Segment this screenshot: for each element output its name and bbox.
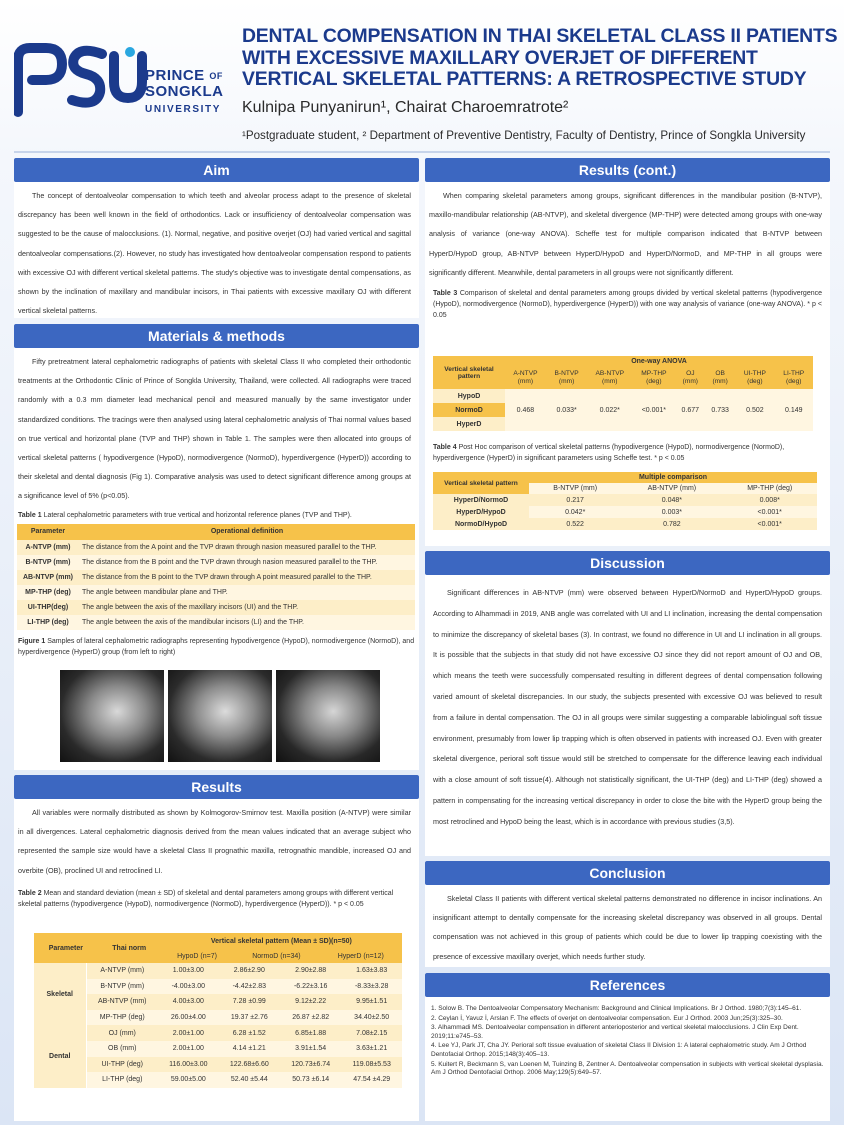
table1-def: The distance from the B point to the TVP drawn through A point measured parallel to the THP. xyxy=(82,573,372,581)
radiograph-hypod xyxy=(60,670,164,762)
table2-param: OJ (mm) xyxy=(108,1029,136,1037)
table2-hyper-header: HyperD (n=12) xyxy=(337,952,384,960)
table3-label: Table 3 xyxy=(433,290,458,298)
table2-cell: 47.54 ±4.29 xyxy=(353,1076,391,1084)
table3-value: 0.502 xyxy=(735,389,774,431)
table1 xyxy=(17,524,415,630)
table3-grid xyxy=(433,356,813,431)
table2-caption: Mean and standard deviation (mean ± SD) of skeletal and dental parameters among groups with different vertical skeletal patterns (hypodivergence (HypoD), normodivergence (NormoD), hyperdivergence (HyperD)). * p < 0.05 xyxy=(18,889,394,908)
table4-col-header: AB-NTVP (mm) xyxy=(647,485,697,492)
table2-cell: -4.00±3.00 xyxy=(171,982,206,990)
table3-group: NormoD xyxy=(433,403,505,417)
authors: Kulnipa Punyanirun¹, Chairat Charoemratrote² xyxy=(242,99,569,116)
table1-header: Parameter xyxy=(30,528,66,536)
table3-value: <0.001* xyxy=(632,389,675,431)
table2-cell: 3.91±1.54 xyxy=(295,1045,327,1053)
table2-cell: 119.08±5.53 xyxy=(352,1060,391,1068)
table2-group-label: Skeletal xyxy=(34,963,86,1025)
table4-col-header: B-NTVP (mm) xyxy=(553,485,598,492)
table2-cell: 26.87 ±2.82 xyxy=(292,1014,330,1022)
table2-group-header: Vertical skeletal pattern (Mean ± SD)(n=50) xyxy=(210,937,352,945)
conclusion-panel xyxy=(425,861,830,967)
results-panel xyxy=(14,775,419,1121)
table2-cell: 1.00±3.00 xyxy=(172,967,204,975)
methods-panel xyxy=(14,324,419,770)
table2-cell: 2.90±2.88 xyxy=(295,967,327,975)
table4-pattern-header: Vertical skeletal pattern xyxy=(444,479,518,487)
table3 xyxy=(433,356,813,431)
table3-value: 0.733 xyxy=(705,389,735,431)
figure1-images xyxy=(60,670,380,762)
table3-col-header: OB (mm) xyxy=(712,370,728,385)
table1-param: LI-THP (deg) xyxy=(27,618,69,626)
table2-param: UI-THP (deg) xyxy=(101,1060,143,1068)
table2-param: MP-THP (deg) xyxy=(99,1014,145,1022)
table3-value: 0.022* xyxy=(587,389,632,431)
reference-item: 3. Alhammadi MS. Dentoalveolar compensation in different anterioposterior and vertical skeletal malocclusions. J Clin Exp Dent. 2019;11:e745–53. xyxy=(431,1024,799,1040)
table2-cell: 4.00±3.00 xyxy=(172,998,204,1006)
table2 xyxy=(34,933,402,963)
table4-row-label: HyperD/HypoD xyxy=(433,506,529,518)
table3-col-header: AB-NTVP (mm) xyxy=(595,370,625,385)
table2-parameter-header: Parameter xyxy=(48,944,83,952)
table2-cell: 122.68±6.60 xyxy=(229,1060,269,1068)
table2-param: LI-THP (deg) xyxy=(102,1076,143,1084)
table2-normo-header: NormoD (n=34) xyxy=(252,952,301,960)
aim-panel xyxy=(14,158,419,318)
table1-def: The angle between the axis of the maxillary incisors (UI) and the THP. xyxy=(82,603,299,611)
table4 xyxy=(433,472,817,530)
table2-param: A-NTVP (mm) xyxy=(100,967,145,975)
table4-label: Table 4 xyxy=(433,444,457,451)
header-divider xyxy=(14,151,830,153)
radiograph-hyperd xyxy=(276,670,380,762)
table2-cell: 26.00±4.00 xyxy=(170,1014,206,1022)
table2-cell: 19.37 ±2.76 xyxy=(230,1014,268,1022)
table3-group: HypoD xyxy=(433,389,505,403)
discussion-text: Significant differences in AB-NTVP (mm) were observed between HyperD/NormoD and HyperD/HypoD groups. According to Alhammadi in 2019, ANB angle was correlated with UI and LI inclination, increasing the dental compensation to minimize the discrepancy of skeletal bases (3). In contrast, we found no difference in UI and LI inclination in all groups. It is possible that the subjects in that study did not have excessive OJ since they did not report amount of OJ and OB, which means the teeth were successfully compensated resulting in different degrees of dental compensation following varied amount of skeletal discrepancies. In our study, the subjects presented with excessive OJ was believed to result from a failure in dental compensation. The OJ in all groups were similar suggesting a comparable labiolingual soft tissue environment, presumably from lower lip trapping which is often observed in patients with increased OJ. Even with greater skeletal divergence, perioral soft tissue would still be stretched to compensate for the difference leaving each individual with a close amount of soft tissue(4). Although not statistically significant, the UI-THP (deg) and LI-THP (deg) showed a pattern in compensating for the increasing vertical discrepancy in order to close the bite with the HyperD group being the most retroclined and HypoD being the least, which is in accordance with previous studies (3,5). xyxy=(433,588,822,826)
results-cont-text: When comparing skeletal parameters among groups, significant differences in the mandibular position (B-NTVP), maxillo-mandibular relationship (AB-NTVP), and skeletal divergence (MP-THP) were detected among groups with one-way analysis of variance (one-way ANOVA). Scheffe test for multiple comparison indicated that B-NTVP between HyperD/HypoD group, AB-NTVP between HyperD/HypoD and HyperD/NormoD, and MP-THP in all groups were significantly different. Meanwhile, dental parameters in all groups were not significantly different. xyxy=(429,191,822,277)
table4-value: 0.008* xyxy=(759,496,780,504)
table4-value: <0.001* xyxy=(757,520,782,528)
table3-caption: Comparison of skeletal and dental parameters among groups divided by vertical skeletal patterns (hypodivergence (HypoD), normodivergence (NormoD), hyperdivergence (HyperD)) with one way analysis of variance (one-way ANOVA). * p < 0.05 xyxy=(433,290,822,320)
table2-cell: 4.14 ±1.21 xyxy=(232,1045,266,1053)
logo-dot-icon xyxy=(125,47,135,57)
reference-item: 5. Kuitert R, Beckmann S, van Loenen M, Tuinzing B, Zentner A. Dentoalveolar compensation in subjects with vertical skeletal dysplasia. Am J Orthod Dentofacial Orthop. 2006 May;129(5):649–57. xyxy=(431,1060,824,1077)
table4-value: <0.001* xyxy=(757,508,782,516)
table1-def: The angle between the axis of the mandibular incisors (LI) and the THP. xyxy=(82,618,304,626)
aim-text: The concept of dentoalveolar compensation to which teeth and alveolar process adapt to the presence of skeletal discrepancy has been well known in the field of orthodontics. Lack or insufficiency of dentoalveolar compensation was suggested to be the cause of malocclusions. (1). Normal, negative, and positive overjet (OJ) had varied vertical and sagittal dentoalveolar compensations.(2). However, no study has investigated how dentoalveolar compensation respond to patients with excessive OJ with different vertical skeletal patterns. The study's objective was to investigate dental compensations, as shown by the inclination of maxillary and mandibular incisors, in Thai patients with excessive maxillary OJ with different vertical skeletal patterns. xyxy=(18,191,411,316)
university-line3: UNIVERSITY xyxy=(145,104,222,115)
methods-text: Fifty pretreatment lateral cephalometric radiographs of patients with skeletal Class II who completed their orthodontic treatments at the Orthodontic Clinic of Prince of Songkla University, Thailand, were collected. All radiographs were traced randomly with a 0.3 mm diameter lead mechanical pencil and measured manually by the same investigator under standardized conditions. The tracings were then analysed using lateral cephalometric analysis of Thai normal values based on true vertical and horizontal plane (TVP and THP) shown in Table 1. The samples were then allocated into groups of vertical skeletal patterns ( hypodivergence (HypoD), normodivergence (NormoD), hyperdivergence (HyperD)) according to their skeletal and dental diagnosis (Fig 1). Comparative analysis was used to detect significant difference among groups at a significance level of 5% (p<0.05). xyxy=(18,357,411,501)
table1-param: AB-NTVP (mm) xyxy=(22,573,74,581)
affiliation: ¹Postgraduate student, ² Department of Preventive Dentistry, Faculty of Dentistry, Prince of Songkla University xyxy=(242,129,806,142)
table3-value: 0.149 xyxy=(775,389,814,431)
table4-value: 0.217 xyxy=(566,496,584,504)
table4-value: 0.003* xyxy=(661,508,683,516)
table2-cell: 7.28 ±0.99 xyxy=(232,998,266,1006)
table4-multi-header: Multiple comparison xyxy=(638,474,708,481)
table1-param: B-NTVP (mm) xyxy=(25,558,71,566)
results-cont-heading: Results (cont.) xyxy=(425,158,830,182)
table2-param: OB (mm) xyxy=(108,1045,137,1053)
table1-caption: Lateral cephalometric parameters with true vertical and horizontal reference planes (TVP and THP). xyxy=(43,511,352,519)
table4-value: 0.782 xyxy=(663,520,681,528)
table2-cell: -6.22±3.16 xyxy=(293,982,328,990)
table1-param: MP-THP (deg) xyxy=(25,588,71,596)
methods-heading: Materials & methods xyxy=(14,324,419,348)
reference-item: 1. Solow B. The Dentoalveolar Compensatory Mechanism: Background and Clinical Implications. Br J Orthod. 1980;7(3):145–61. xyxy=(431,1005,802,1012)
university-of: OF xyxy=(209,71,223,81)
table3-group: HyperD xyxy=(433,417,505,431)
results-heading: Results xyxy=(14,775,419,799)
figure1-caption: Samples of lateral cephalometric radiographs representing hypodivergence (HypoD), normodivergence (NormoD), and hyperdivergence (HyperD) group (from left to right) xyxy=(18,637,415,656)
table2-param: B-NTVP (mm) xyxy=(100,982,145,990)
table4-col-header: MP-THP (deg) xyxy=(747,485,793,492)
table3-value: 0.677 xyxy=(676,389,705,431)
table4-caption: Post Hoc comparison of vertical skeletal patterns (hypodivergence (HypoD), normodivergence (NormoD), hyperdivergence (HyperD) in significant parameters using Scheffe test. * p < 0.05 xyxy=(433,444,785,462)
conclusion-heading: Conclusion xyxy=(425,861,830,885)
table3-col-header: MP-THP (deg) xyxy=(641,370,667,385)
table2-group-label: Dental xyxy=(34,1025,86,1087)
table2-norm-header: Thai norm xyxy=(112,944,147,952)
table2-cell: 34.40±2.50 xyxy=(354,1014,390,1022)
conclusion-text: Skeletal Class II patients with different vertical skeletal patterns demonstrated no difference in incisor inclinations. An insignificant attempt to dentally compensate for the increasing skeletal discrepancy was observed in all groups. Dental compensation was not achieved in this group of patients which could be due to lower lip trapping coexisting with the presence of excessive maxillary overjet, which needs further study. xyxy=(433,894,822,961)
table2-cell: 7.08±2.15 xyxy=(356,1029,388,1037)
table3-col-header: LI-THP (deg) xyxy=(783,370,805,385)
table3-value: 0.033* xyxy=(546,389,588,431)
reference-item: 4. Lee YJ, Park JT, Cha JY. Perioral soft tissue evaluation of skeletal Class II Division 1: A lateral cephalometric study. Am J Orthod Dentofacial Orthop. 2015;148(3):405–13. xyxy=(431,1042,807,1058)
table2-cell: 2.86±2.90 xyxy=(233,967,265,975)
table4-row-label: HyperD/NormoD xyxy=(433,494,529,506)
references-list xyxy=(425,997,830,1078)
table4-row-label: NormoD/HypoD xyxy=(433,518,529,530)
university-line1: PRINCE xyxy=(145,67,205,84)
table2-cell: 120.73±6.74 xyxy=(291,1060,331,1068)
table2-param: AB-NTVP (mm) xyxy=(98,998,147,1006)
table3-col-header: OJ (mm) xyxy=(682,370,699,385)
table2-cell: 6.28 ±1.52 xyxy=(232,1029,266,1037)
table4-grid xyxy=(433,472,817,530)
table4-value: 0.048* xyxy=(661,496,683,504)
table3-value: 0.468 xyxy=(505,389,546,431)
table1-def: The distance from the A point and the TVP drawn through nasion measured parallel to the THP. xyxy=(82,543,377,551)
references-heading: References xyxy=(425,973,830,997)
table2-cell: 6.85±1.88 xyxy=(295,1029,327,1037)
table4-value: 0.042* xyxy=(565,508,586,516)
table3-col-header: B-NTVP (mm) xyxy=(554,370,579,385)
table2-cell: 3.63±1.21 xyxy=(356,1045,388,1053)
table2-cell: 2.00±1.00 xyxy=(172,1045,204,1053)
discussion-heading: Discussion xyxy=(425,551,830,575)
poster-title: DENTAL COMPENSATION IN THAI SKELETAL CLASS II PATIENTS WITH EXCESSIVE MAXILLARY OVERJET OF DIFFERENT VERTICAL SKELETAL PATTERNS: A RETROSPECTIVE STUDY xyxy=(242,25,838,90)
table3-pattern-header: Vertical skeletal pattern xyxy=(444,365,494,380)
discussion-panel xyxy=(425,551,830,856)
table2-cell: 2.00±1.00 xyxy=(172,1029,204,1037)
table2-cell: 50.73 ±6.14 xyxy=(292,1076,330,1084)
figure1-label: Figure 1 xyxy=(18,637,46,645)
table3-col-header: UI-THP (deg) xyxy=(743,370,766,385)
table2-cell: 9.12±2.22 xyxy=(295,998,327,1006)
results-text: All variables were normally distributed as shown by Kolmogorov-Smirnov test. Maxilla position (A-NTVP) were similar in all divergences. Lateral cephalometric diagnosis derived from the mean values indicated that an average subject who represented the sample size would have a skeletal Class II prognathic maxilla, retrognathic mandible, increased OJ and overbite (OB), proclined UI and retroclined LI. xyxy=(18,808,411,875)
table2-cell: 116.00±3.00 xyxy=(169,1060,208,1068)
table2-cell: -8.33±3.28 xyxy=(354,982,389,990)
table2-cell: 1.63±3.83 xyxy=(356,967,388,975)
table2-body xyxy=(34,963,402,1088)
aim-heading: Aim xyxy=(14,158,419,182)
university-line2: SONGKLA xyxy=(145,83,224,100)
table1-header: Operational definition xyxy=(210,528,284,536)
table2-cell: 59.00±5.00 xyxy=(170,1076,206,1084)
references-panel xyxy=(425,973,830,1121)
radiograph-normod xyxy=(168,670,272,762)
results-cont-panel xyxy=(425,158,830,546)
table2-cell: 9.95±1.51 xyxy=(356,998,388,1006)
table2-cell: -4.42±2.83 xyxy=(232,982,267,990)
table1-param: A-NTVP (mm) xyxy=(25,543,71,551)
table1-def: The angle between mandibular plane and THP. xyxy=(82,588,228,596)
table3-col-header: A-NTVP (mm) xyxy=(513,370,538,385)
table4-value: 0.522 xyxy=(566,520,584,528)
table2-label: Table 2 xyxy=(18,889,42,897)
table1-def: The distance from the B point and the TVP drawn through nasion measured parallel to the THP. xyxy=(82,558,378,566)
psu-logo xyxy=(14,42,238,120)
table1-label: Table 1 xyxy=(18,511,42,519)
table2-hypo-header: HypoD (n=7) xyxy=(177,952,217,960)
table1-param: UI-THP(deg) xyxy=(27,603,69,611)
table2-cell: 52.40 ±5.44 xyxy=(230,1076,268,1084)
table3-anova-header: One-way ANOVA xyxy=(631,358,687,365)
table2-rows xyxy=(34,963,402,1088)
reference-item: 2. Ceylan İ, Yavuz İ, Arslan F. The effects of overjet on dentoalveolar compensation. Eur J Orthod. 2003 Jun;25(3):325–30. xyxy=(431,1014,783,1022)
